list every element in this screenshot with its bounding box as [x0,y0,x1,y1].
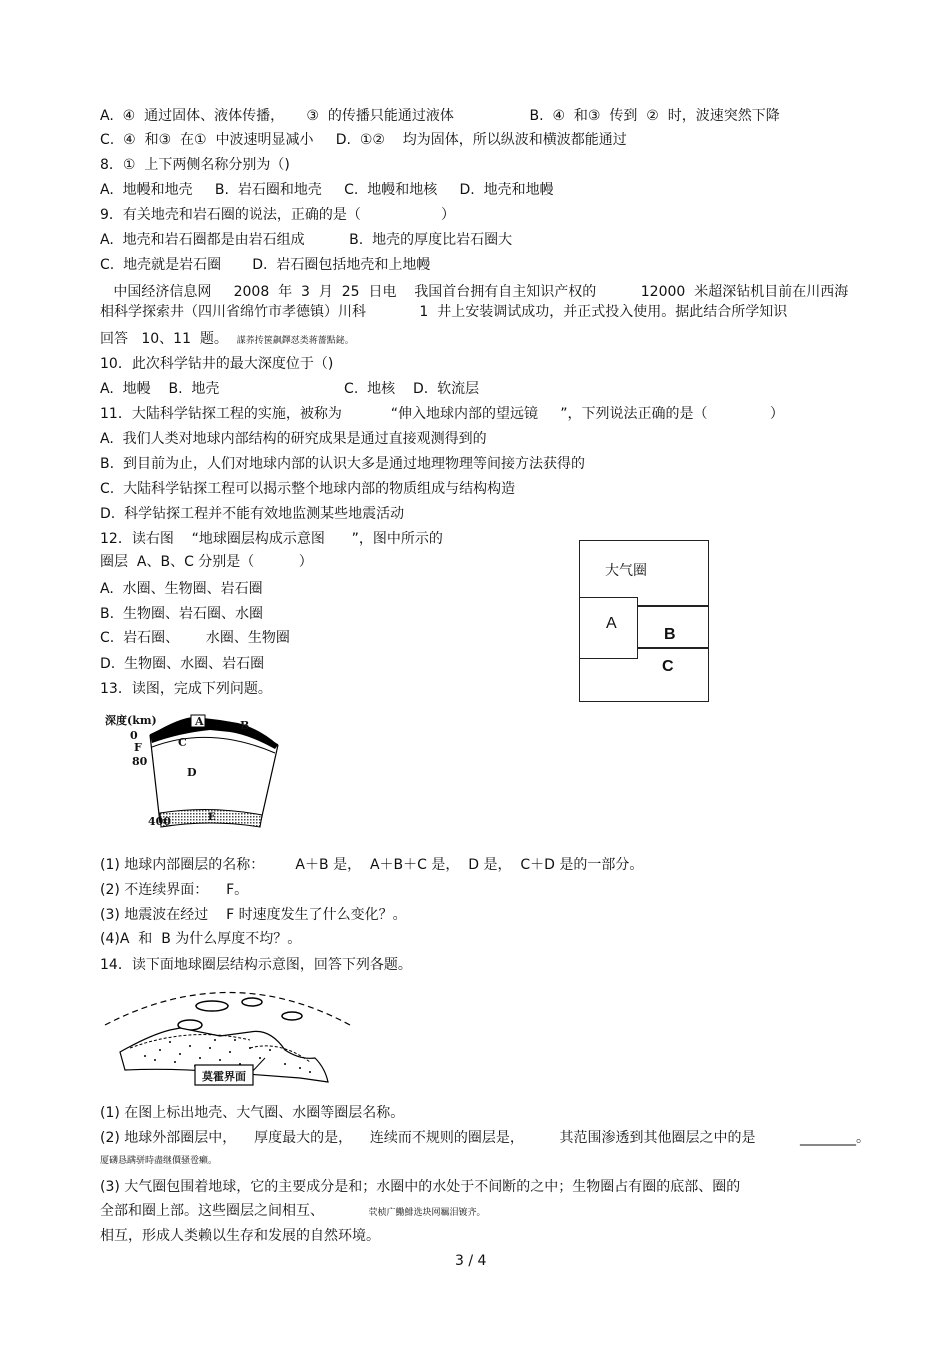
passage-line: 回答 10、11 题。 謀荞抟箧飙鐸怼类蒋薔點鉍。 [100,331,354,347]
label-c: C [662,658,674,675]
question-11: 11．大陆科学钻探工程的实施，被称为 “伸入地球内部的望远镜 ”，下列说法正确的是（ ） [100,406,784,422]
question-9: 9．有关地壳和岩石圈的说法，正确的是（ ） [100,207,456,223]
depth-0: 0 [130,729,138,742]
q14-part3-end: 相互，形成人类赖以生存和发展的自然环境。 [100,1228,380,1244]
divider [637,605,708,607]
option-line: C. 大陆科学钻探工程可以揭示整个地球内部的物质组成与结构构造 [100,481,516,497]
q14-part2: (2) 地球外部圈层中， 厚度最大的是， 连续而不规则的圈层是， 其范围渗透到其他圈层之中的是 ________。 [100,1130,870,1146]
passage-line: 相科学探索井（四川省绵竹市孝德镇）川科 1 井上安装调试成功，并正式投入使用。据此结合所学知识 [100,304,788,320]
depth-label: 深度(km) [105,714,157,727]
option-line: D. 科学钻探工程并不能有效地监测某些地震活动 [100,506,405,522]
q14-part1: (1) 在图上标出地壳、大气圈、水圈等圈层名称。 [100,1105,405,1121]
option-line: A. 水圈、生物圈、岩石圈 [100,581,263,597]
q13-part2: (2) 不连续界面： F。 [100,882,249,898]
label-b: B [664,626,676,643]
label-a: A [195,715,204,728]
question-12-cont: 圈层 A、B、C 分别是（ ） [100,554,313,570]
label-f: F [134,741,142,754]
label-a: A [606,615,617,632]
q13-part1: (1) 地球内部圈层的名称： A＋B 是， A＋B＋C 是， D 是， C＋D 是的一部分。 [100,857,644,873]
question-10: 10．此次科学钻井的最大深度位于（) [100,356,334,372]
option-line: C. 地壳就是岩石圈 D. 岩石圈包括地壳和上地幔 [100,257,431,273]
option-line: B. 到目前为止，人们对地球内部的认识大多是通过地理物理等间接方法获得的 [100,456,585,472]
q14-part3: (3) 大气圈包围着地球，它的主要成分是和；水圈中的水处于不间断的之中；生物圈占有圈的底部、圈的 [100,1179,741,1195]
question-8: 8．① 上下两侧名称分别为（) [100,157,290,173]
question-13: 13．读图，完成下列问题。 [100,681,272,697]
label-d: D [187,766,197,779]
q13-part3: (3) 地震波在经过 F 时速度发生了什么变化？。 [100,907,407,923]
label-e: E [208,812,216,823]
depth-400: 400 [148,815,171,828]
option-line: D. 生物圈、水圈、岩石圈 [100,656,265,672]
option-line: A. 地幔和地壳 B. 岩石圈和地壳 C. 地幔和地核 D. 地壳和地幔 [100,182,554,198]
option-line: C. ④ 和③ 在① 中波速明显减小 D. ①② 均为固体，所以纵波和横波都能通过 [100,132,627,148]
q14-part3-cont: 全部和圈上部。这些圈层之间相互、 茕桢广鰳鯡选块网羈泪镀齐。 [100,1203,486,1219]
moho-label: 莫霍界面 [202,1070,246,1083]
page-number: 3 / 4 [455,1253,487,1269]
option-line: A. 地壳和岩石圈都是由岩石组成 B. 地壳的厚度比岩石圈大 [100,232,513,248]
divider [637,647,708,649]
option-line: B. 生物圈、岩石圈、水圈 [100,606,263,622]
question-12: 12．读右图 “地球圈层构成示意图 ”，图中所示的 [100,531,443,547]
label-c: C [178,736,187,749]
small-note: 茕桢广鰳鯡选块网羈泪镀齐。 [368,1208,486,1218]
label-b: B [240,719,250,732]
q13-part4: (4)A 和 B 为什么厚度不均？。 [100,931,302,947]
passage-line: 中国经济信息网 2008 年 3 月 25 日电 我国首台拥有自主知识产权的 12000 米超深钻机目前在川西海 [100,284,849,300]
question-14: 14．读下面地球圈层结构示意图，回答下列各题。 [100,957,412,973]
option-line: C. 岩石圈、 水圈、生物圈 [100,630,290,646]
sphere-diagram [579,540,709,702]
depth-80: 80 [132,755,148,768]
small-note: 謀荞抟箧飙鐸怼类蒋薔點鉍。 [236,336,354,346]
atmosphere-label: 大气圈 [605,563,647,579]
option-line: A. ④ 通过固体、液体传播， ③ 的传播只能通过液体 B. ④ 和③ 传到 ② 时，波速突然下降 [100,108,780,124]
option-line: A. 我们人类对地球内部结构的研究成果是通过直接观测得到的 [100,431,487,447]
option-line: A. 地幔 B. 地壳 C. 地核 D. 软流层 [100,381,480,397]
small-note: 厦礴恳蹒骈時盡继價骚卺癩。 [100,1156,218,1166]
